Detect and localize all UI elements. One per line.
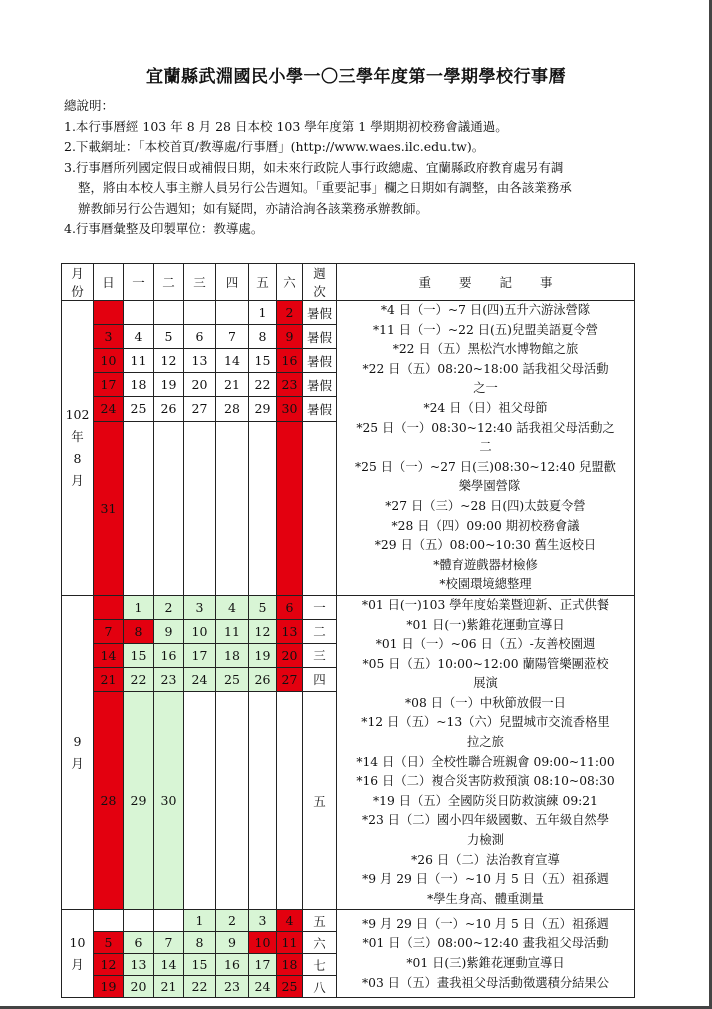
event-item: *4 日（一）~7 日(四)五升六游泳營隊 — [380, 303, 591, 317]
empty-date-cell — [124, 910, 154, 932]
event-item: 二 — [479, 440, 492, 455]
week-number-cell: 暑假 — [303, 301, 337, 325]
date-cell: 7 — [154, 932, 184, 954]
empty-date-cell — [94, 595, 124, 619]
empty-date-cell — [154, 421, 184, 595]
month-label: 月 — [71, 472, 84, 488]
date-cell: 26 — [249, 667, 277, 691]
event-item: *16 日（二）複合災害防救預演 08:10~08:30 — [356, 774, 615, 789]
event-item: *01 日(三)紫錐花運動宣導日 — [406, 955, 565, 970]
date-cell: 29 — [124, 691, 154, 909]
date-cell: 24 — [94, 397, 124, 421]
event-item: *14 日（日）全校性聯合班親會 09:00~11:00 — [356, 754, 615, 769]
date-cell: 1 — [124, 595, 154, 619]
date-cell: 14 — [154, 954, 184, 976]
date-cell: 13 — [124, 954, 154, 976]
notes-heading: 總說明： — [64, 98, 115, 113]
date-cell: 10 — [184, 619, 216, 643]
date-cell: 20 — [184, 373, 216, 397]
month-label: 月 — [71, 956, 84, 972]
day-header-sun: 日 — [94, 264, 124, 301]
event-item: 之一 — [473, 381, 498, 396]
date-cell: 19 — [94, 976, 124, 998]
event-item: *9 月 29 日（一）~10 月 5 日（五）祖孫週 — [362, 916, 609, 931]
date-cell: 18 — [124, 373, 154, 397]
event-item: *學生身高、體重測量 — [427, 891, 544, 906]
date-cell: 28 — [94, 691, 124, 909]
date-cell: 20 — [277, 643, 303, 667]
event-item: 拉之旅 — [467, 735, 504, 750]
week-number-cell — [303, 421, 337, 595]
date-cell: 6 — [184, 325, 216, 349]
note-line: 1.本行事曆經 103 年 8 月 28 日本校 103 學年度第 1 學期期初校務會議通過。 — [64, 118, 508, 134]
week-number-cell: 三 — [303, 643, 337, 667]
date-cell: 12 — [94, 954, 124, 976]
date-cell: 11 — [216, 619, 249, 643]
events-cell-aug — [337, 301, 635, 596]
week-number-cell: 一 — [303, 595, 337, 619]
events-header: 重要記事 — [337, 264, 635, 301]
note-line: 整，將由本校人事主辦人員另行公告週知。「重要記事」欄之日期如有調整，由各該業務承 — [78, 180, 572, 195]
date-cell: 21 — [154, 976, 184, 998]
event-item: *01 日（三）08:00~12:40 畫我祖父母活動 — [362, 936, 609, 951]
date-cell: 23 — [277, 373, 303, 397]
day-header-sat: 六 — [277, 264, 303, 301]
week-number-cell: 暑假 — [303, 349, 337, 373]
date-cell: 13 — [277, 619, 303, 643]
event-item: *25 日（一）~27 日(三)08:30~12:40 兒盟歡 — [355, 459, 616, 474]
event-item: *12 日（五）~13（六）兒盟城市交流香格里 — [361, 715, 610, 730]
date-cell: 3 — [184, 595, 216, 619]
date-cell: 9 — [154, 619, 184, 643]
event-item: *19 日（五）全國防災日防救演練 09:21 — [373, 793, 598, 808]
event-item: 力檢測 — [467, 833, 504, 848]
empty-date-cell — [154, 910, 184, 932]
header-row — [62, 264, 635, 301]
date-cell: 16 — [277, 349, 303, 373]
date-cell: 26 — [154, 397, 184, 421]
date-cell: 17 — [249, 954, 277, 976]
week-number-cell: 四 — [303, 667, 337, 691]
date-cell: 22 — [184, 976, 216, 998]
empty-date-cell — [184, 301, 216, 325]
date-cell: 11 — [124, 349, 154, 373]
date-cell: 24 — [184, 667, 216, 691]
event-item: *22 日（五）08:20~18:00 話我祖父母活動 — [362, 361, 609, 376]
month-label: 月 — [71, 755, 84, 771]
empty-date-cell — [216, 421, 249, 595]
date-cell: 25 — [124, 397, 154, 421]
week-number-cell: 六 — [303, 932, 337, 954]
date-cell: 9 — [216, 932, 249, 954]
month-label: 9 — [73, 733, 82, 749]
empty-date-cell — [184, 421, 216, 595]
date-cell: 8 — [184, 932, 216, 954]
event-item: *24 日（日）祖父母節 — [423, 400, 548, 415]
empty-date-cell — [249, 421, 277, 595]
date-cell: 17 — [94, 373, 124, 397]
week-number-cell: 暑假 — [303, 325, 337, 349]
event-item: *28 日（四）09:00 期初校務會議 — [391, 518, 580, 533]
date-cell: 25 — [216, 667, 249, 691]
week-row — [62, 301, 635, 325]
date-cell: 19 — [249, 643, 277, 667]
general-notes — [64, 96, 664, 240]
month-header: 月 份 — [62, 264, 94, 301]
date-cell: 21 — [216, 373, 249, 397]
date-cell: 30 — [154, 691, 184, 909]
note-line: 4.行事曆彙整及印製單位：教導處。 — [64, 221, 264, 236]
date-cell: 18 — [277, 954, 303, 976]
date-cell: 2 — [154, 595, 184, 619]
week-row — [62, 910, 635, 932]
date-cell: 4 — [216, 595, 249, 619]
event-item: *01 日(一)103 學年度始業暨迎新、正式供餐 — [361, 597, 610, 612]
event-item: *01 日（一）~06 日（五）-友善校園週 — [375, 637, 596, 652]
date-cell: 7 — [94, 619, 124, 643]
date-cell: 2 — [216, 910, 249, 932]
date-cell: 5 — [249, 595, 277, 619]
month-label: 年 — [71, 428, 84, 444]
month-label: 102 — [65, 406, 90, 422]
date-cell: 25 — [277, 976, 303, 998]
week-number-cell: 七 — [303, 954, 337, 976]
empty-date-cell — [154, 301, 184, 325]
page-title: 宜蘭縣武淵國民小學一〇三學年度第一學期學校行事曆 — [146, 67, 566, 87]
date-cell: 13 — [184, 349, 216, 373]
event-item: *體育遊戲器材檢修 — [433, 557, 538, 572]
event-item: *27 日（三）~28 日(四)太鼓夏令營 — [385, 498, 586, 513]
month-cell-aug — [62, 301, 94, 596]
date-cell: 4 — [124, 325, 154, 349]
date-cell: 16 — [154, 643, 184, 667]
date-cell: 12 — [249, 619, 277, 643]
date-cell: 29 — [249, 397, 277, 421]
empty-date-cell — [94, 301, 124, 325]
date-cell: 1 — [184, 910, 216, 932]
empty-date-cell — [249, 691, 277, 909]
event-item: *05 日（五）10:00~12:00 蘭陽管樂團蒞校 — [362, 656, 609, 671]
empty-date-cell — [216, 691, 249, 909]
event-item: *22 日（五）黑松汽水博物館之旅 — [392, 342, 579, 357]
date-cell: 8 — [124, 619, 154, 643]
empty-date-cell — [184, 691, 216, 909]
date-cell: 1 — [249, 301, 277, 325]
date-cell: 6 — [124, 932, 154, 954]
event-item: *23 日（二）國小四年級國數、五年級自然學 — [361, 813, 610, 828]
empty-date-cell — [94, 910, 124, 932]
date-cell: 3 — [94, 325, 124, 349]
week-number-cell: 八 — [303, 976, 337, 998]
date-cell: 5 — [94, 932, 124, 954]
date-cell: 11 — [277, 932, 303, 954]
date-cell: 31 — [94, 421, 124, 595]
note-line: 3.行事曆所列國定假日或補假日期，如未來行政院人事行政總處、宜蘭縣政府教育處另有調 — [64, 159, 564, 175]
events-cell-oct — [337, 910, 635, 998]
date-cell: 14 — [94, 643, 124, 667]
date-cell: 12 — [154, 349, 184, 373]
event-item: *校園環境總整理 — [439, 577, 532, 592]
date-cell: 22 — [249, 373, 277, 397]
event-item: *29 日（五）08:00~10:30 舊生返校日 — [374, 538, 597, 553]
date-cell: 28 — [216, 397, 249, 421]
date-cell: 17 — [184, 643, 216, 667]
event-item: 樂學園營隊 — [458, 479, 521, 494]
date-cell: 23 — [216, 976, 249, 998]
date-cell: 10 — [94, 349, 124, 373]
empty-date-cell — [124, 301, 154, 325]
date-cell: 3 — [249, 910, 277, 932]
date-cell: 15 — [124, 643, 154, 667]
week-number-cell: 二 — [303, 619, 337, 643]
date-cell: 18 — [216, 643, 249, 667]
empty-date-cell — [277, 691, 303, 909]
event-item: 展演 — [473, 676, 498, 691]
week-row — [62, 595, 635, 619]
day-header-wed: 三 — [184, 264, 216, 301]
month-cell-sep — [62, 595, 94, 910]
note-line: 辦教師另行公告週知；如有疑問，亦請洽詢各該業務承辦教師。 — [78, 200, 429, 216]
date-cell: 24 — [249, 976, 277, 998]
date-cell: 15 — [249, 349, 277, 373]
date-cell: 27 — [184, 397, 216, 421]
events-cell-sep — [337, 595, 635, 910]
month-label: 10 — [69, 934, 86, 950]
day-header-thu: 四 — [216, 264, 249, 301]
event-item: *11 日（一）~22 日(五)兒盟美語夏令營 — [372, 322, 599, 337]
event-item: *26 日（二）法治教育宣導 — [411, 852, 560, 867]
week-number-cell: 暑假 — [303, 373, 337, 397]
school-calendar-table — [61, 263, 635, 998]
date-cell: 20 — [124, 976, 154, 998]
month-cell-oct — [62, 910, 94, 998]
week-number-cell: 五 — [303, 910, 337, 932]
date-cell: 14 — [216, 349, 249, 373]
empty-date-cell — [124, 421, 154, 595]
date-cell: 5 — [154, 325, 184, 349]
date-cell: 10 — [249, 932, 277, 954]
date-cell: 2 — [277, 301, 303, 325]
day-header-fri: 五 — [249, 264, 277, 301]
week-number-cell: 五 — [303, 691, 337, 909]
month-label: 8 — [73, 450, 82, 466]
week-number-cell: 暑假 — [303, 397, 337, 421]
event-item: *9 月 29 日（一）~10 月 5 日（五）祖孫週 — [362, 872, 609, 887]
note-line: 2.下載網址：「本校首頁/教導處/行事曆」(http://www.waes.ilc.edu.tw)。 — [64, 139, 485, 154]
date-cell: 6 — [277, 595, 303, 619]
day-header-mon: 一 — [124, 264, 154, 301]
week-header: 週 次 — [303, 264, 337, 301]
date-cell: 19 — [154, 373, 184, 397]
empty-date-cell — [216, 301, 249, 325]
date-cell: 30 — [277, 397, 303, 421]
date-cell: 22 — [124, 667, 154, 691]
day-header-tue: 二 — [154, 264, 184, 301]
date-cell: 8 — [249, 325, 277, 349]
date-cell: 7 — [216, 325, 249, 349]
date-cell: 16 — [216, 954, 249, 976]
event-item: *08 日（一）中秋節放假一日 — [405, 695, 566, 710]
date-cell: 15 — [184, 954, 216, 976]
event-item: *01 日(一)紫錐花運動宣導日 — [406, 617, 565, 632]
date-cell: 21 — [94, 667, 124, 691]
event-item: *25 日（一）08:30~12:40 話我祖父母活動之 — [356, 420, 615, 435]
empty-date-cell — [277, 421, 303, 595]
date-cell: 4 — [277, 910, 303, 932]
event-item: *03 日（五）畫我祖父母活動徵選積分結果公 — [361, 975, 610, 990]
date-cell: 23 — [154, 667, 184, 691]
date-cell: 27 — [277, 667, 303, 691]
date-cell: 9 — [277, 325, 303, 349]
